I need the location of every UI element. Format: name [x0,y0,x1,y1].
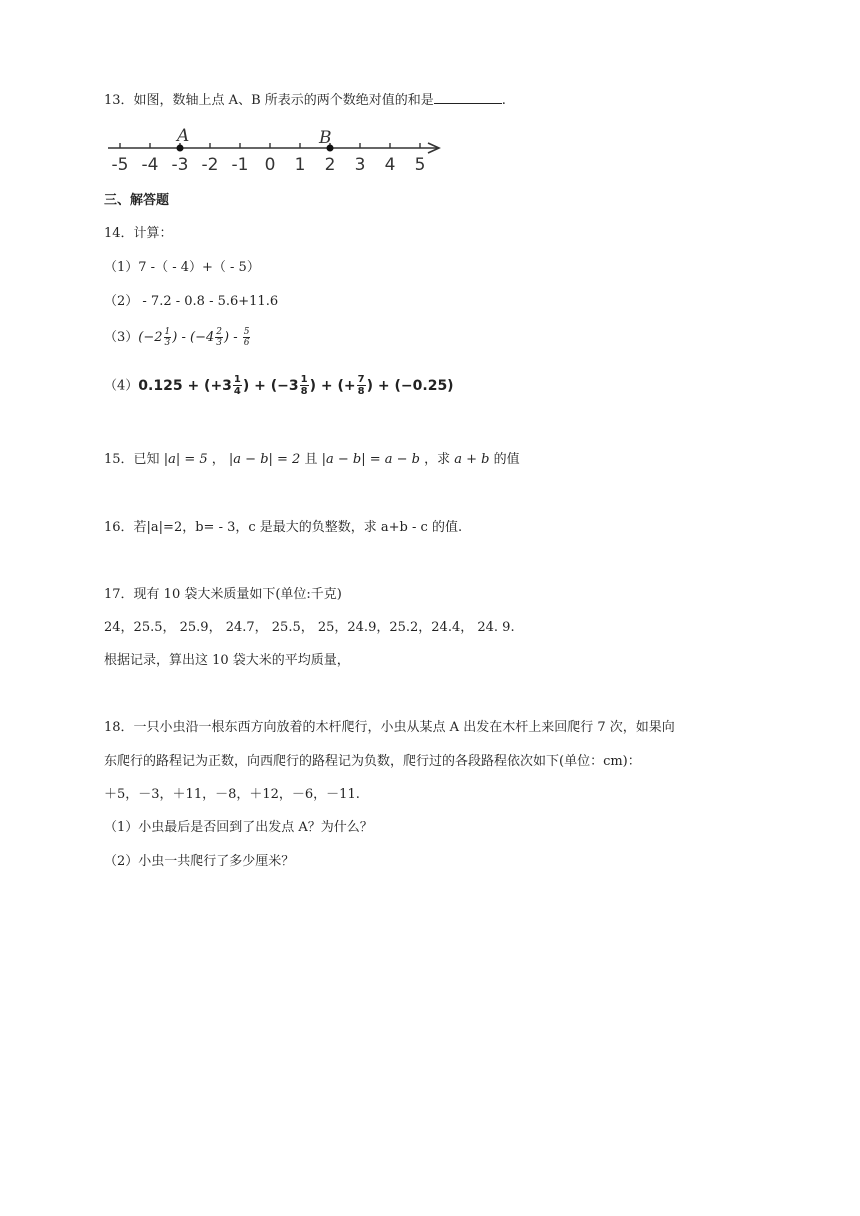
p3-term-b-fraction [215,327,223,348]
q13-end: . [501,93,506,108]
p3-minus-1: - [177,330,191,345]
p4-t4-num: 7 [357,374,365,385]
p4-term-1: 0.125 + [138,377,205,394]
tick-label: -1 [231,155,249,175]
p4-term-2-open: (+3 [204,377,232,394]
q15-sep-2: 且 [300,452,322,467]
tick-label: 5 [414,155,426,175]
p3-c-num: 5 [243,327,250,337]
q14-part-4-expression [138,374,454,397]
section-heading: 三、解答题 [104,193,170,208]
p4-term-4-open: (+ [337,377,356,394]
q14-part-1: （1）7 -（ - 4）+（ - 5） [104,260,260,275]
p3-a-num: 1 [164,327,171,337]
q14-part-4-prefix: （4） [104,378,139,394]
q18-line-2: 东爬行的路程记为正数，向西爬行的路程记为负数，爬行过的各段路程依次如下(单位：cm)： [104,754,641,769]
tick-label: 0 [264,155,276,175]
p3-term-c-fraction [243,327,251,348]
number-line-diagram [104,124,454,176]
q15-math-2: |a − b| = 2 [228,452,301,467]
p3-b-num: 2 [216,327,222,337]
q15-math-3: |a − b| = a − b [321,452,420,467]
p4-term-3-close: ) [309,377,317,394]
tick-label: 4 [384,155,396,175]
q15-math-4: a + b [454,452,490,467]
point-a-label: A [177,126,190,146]
point-b-label: B [319,128,332,148]
p4-term-2-close: ) [242,377,250,394]
q15-sep-3: ，求 [419,452,455,467]
q14-part-4 [104,374,454,397]
p4-term-3-open: (−3 [270,377,299,394]
q17-line-3: 根据记录，算出这 10 袋大米的平均质量， [104,653,350,668]
q15-suffix: 的值 [489,452,520,467]
p3-a-close: ) [172,330,178,345]
p4-term-3-fraction [300,374,309,397]
tick-label: -5 [111,155,129,175]
p4-plus-1: + [249,377,271,394]
p3-a-den: 3 [164,338,171,348]
q17-line-1: 17．现有 10 袋大米质量如下(单位:千克) [104,587,342,602]
q14-part-2: （2） - 7.2 - 0.8 - 5.6+11.6 [104,294,279,309]
answer-blank [434,89,502,104]
q14-title: 14．计算： [104,226,173,241]
q13-text: 13．如图，数轴上点 A、B 所表示的两个数绝对值的和是 [104,93,434,108]
tick-label: 1 [294,155,306,175]
p3-term-a-fraction [164,327,172,348]
p4-term-2-fraction [233,374,242,397]
tick-label: 3 [354,155,366,175]
q14-part-3 [104,327,251,348]
q15-prefix: 15．已知 [104,452,164,467]
p3-b-close: ) [224,330,230,345]
question-15 [104,450,520,470]
p4-term-4-fraction [357,374,366,397]
question-16: 16．若|a|=2，b= - 3，c 是最大的负整数，求 a+b - c 的值. [104,520,463,535]
p4-t3-den: 8 [300,386,308,397]
q14-part-3-prefix: （3） [104,330,139,345]
q18-sub-1: （1）小虫最后是否回到了出发点 A？为什么？ [104,820,373,835]
tick-label: -3 [171,155,189,175]
p4-t3-num: 1 [300,374,308,385]
q15-math-1: |a| = 5 [163,452,208,467]
p4-t2-den: 4 [233,386,241,397]
q15-sep-1: ， [207,452,229,467]
p4-t4-den: 8 [357,386,365,397]
p3-c-den: 6 [243,338,250,348]
q18-sub-2: （2）小虫一共爬行了多少厘米？ [104,854,295,869]
p3-minus-2: - [229,330,242,345]
tick-labels-group [112,155,426,175]
q18-line-3: ＋5，－3，＋11，－8，＋12，－6，－11. [104,787,360,802]
p3-term-a-whole: (−2 [138,330,163,345]
q14-part-3-expression [138,327,251,348]
question-13 [104,89,506,111]
tick-label: -2 [201,155,219,175]
tick-label: -4 [141,155,159,175]
tick-label: 2 [324,155,336,175]
p3-term-b-whole: (−4 [190,330,215,345]
p3-b-den: 3 [216,338,222,348]
p4-term-5: (−0.25) [394,377,454,394]
q18-line-1: 18．一只小虫沿一根东西方向放着的木杆爬行，小虫从某点 A 出发在木杆上来回爬行 7 次，如果向 [104,720,675,735]
q17-line-2: 24，25.5， 25.9， 24.7， 25.5， 25，24.9，25.2，24.4， 24. 9. [104,620,515,635]
p4-plus-3: + [373,377,395,394]
p4-t2-num: 1 [233,374,241,385]
p4-term-4-close: ) [366,377,374,394]
p4-plus-2: + [316,377,338,394]
